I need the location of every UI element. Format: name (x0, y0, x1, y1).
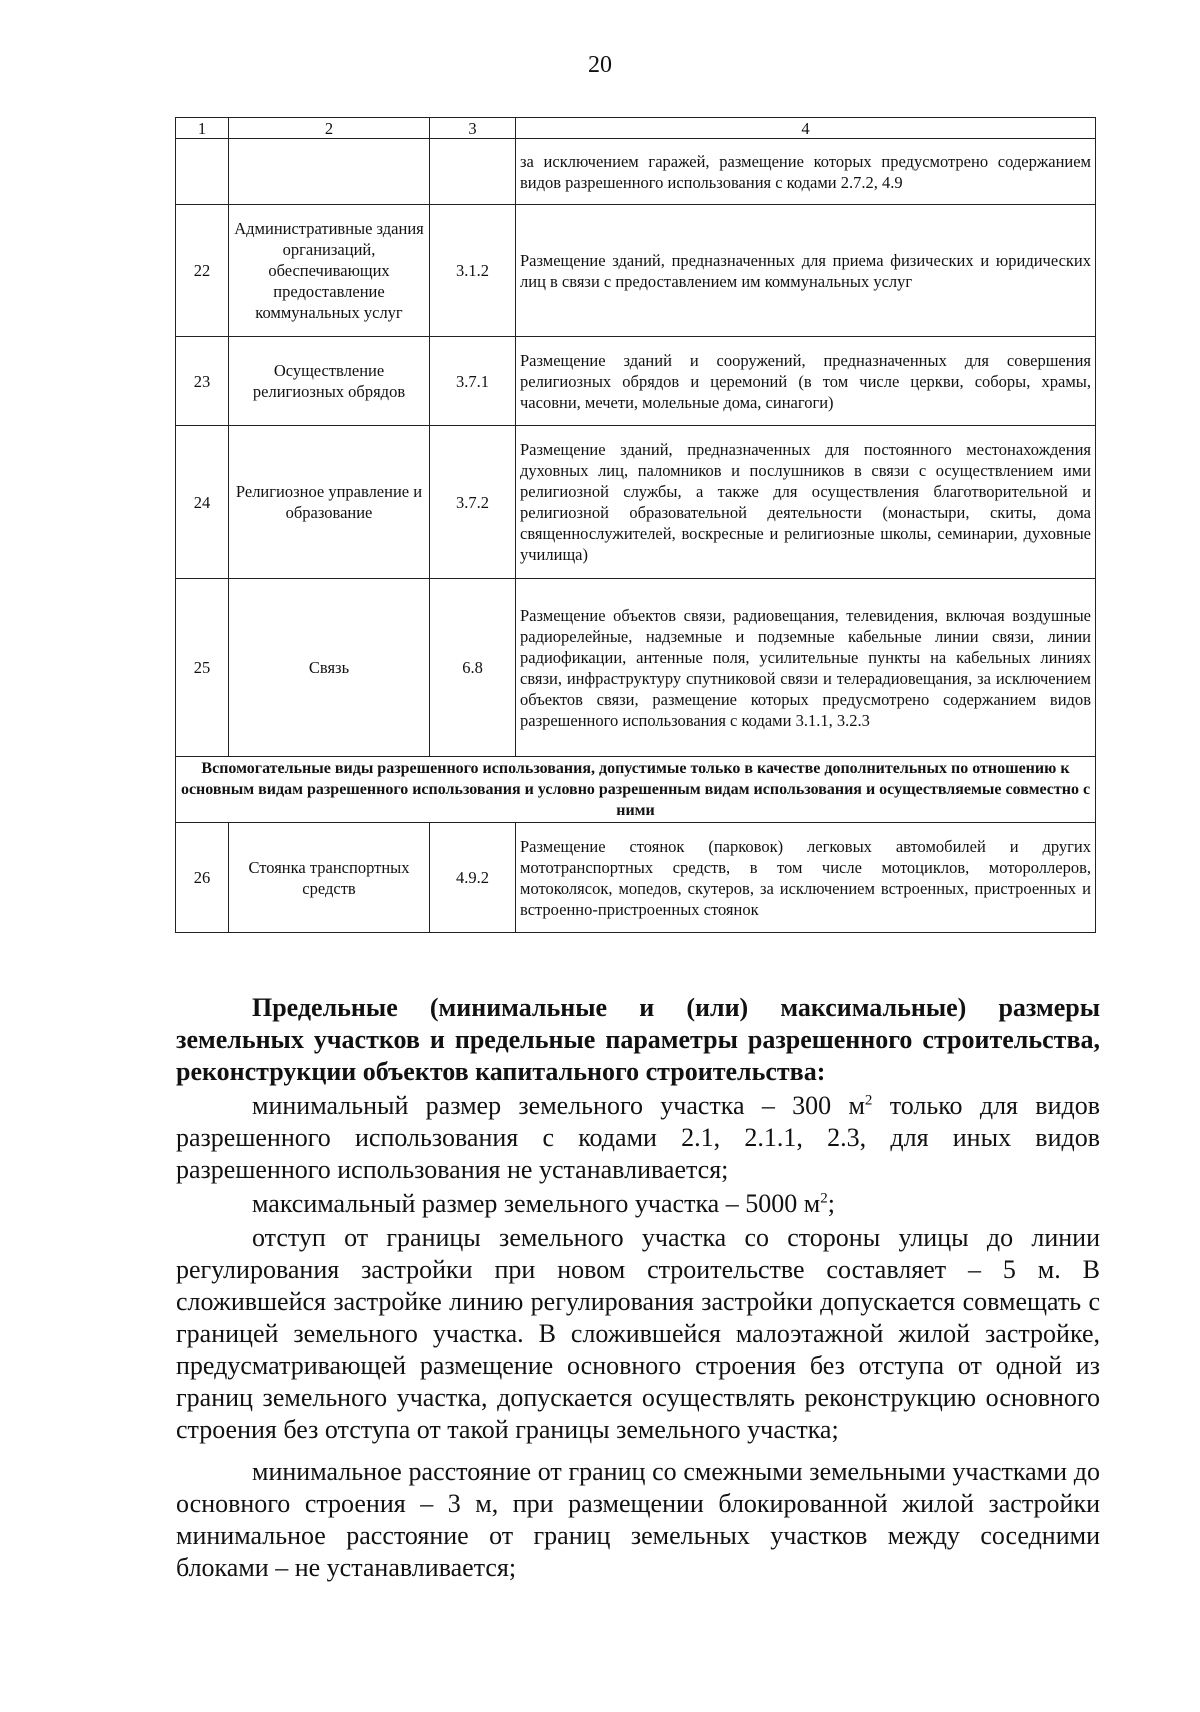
use-description: Размещение объектов связи, радиовещания, телевидения, включая воздушные радиорелейные, надземные и подземные кабельные линии связи, линии радиофикации, антенные поля, усилительные пункты на кабельных линиях связи, инфраструктуру спутниковой связи и телерадиовещания, за исключением объектов связи, размещение которых предусмотрено содержанием видов разрешенного использования с кодами 3.1.1, 3.2.3 (516, 579, 1096, 757)
superscript: 2 (864, 1092, 873, 1109)
table-row (176, 205, 1096, 337)
paragraph-text: ; (827, 1189, 835, 1218)
min-distance-paragraph: минимальное расстояние от границ со смежными земельными участками до основного строения – 3 м, при размещении блокированной жилой застройки минимальное расстояние от границ земельных участков между соседними блоками – не устанавливается; (176, 1457, 1100, 1582)
table-row (176, 426, 1096, 579)
row-number: 26 (176, 823, 229, 933)
use-code: 4.9.2 (430, 823, 516, 933)
use-code: 3.7.1 (430, 337, 516, 426)
use-code: 3.7.2 (430, 426, 516, 579)
use-name (229, 139, 430, 205)
section-title: Вспомогательные виды разрешенного использования, допустимые только в качестве дополнительных по отношению к основным видам разрешенного использования и условно разрешенным видам использования и осуществляемые совместно с ними (176, 757, 1096, 823)
column-header: 2 (229, 118, 430, 139)
row-number (176, 139, 229, 205)
paragraph-text: минимальный размер земельного участка – 300 м (252, 1091, 865, 1120)
min-plot-size-paragraph (176, 1090, 1100, 1186)
table-row (176, 579, 1096, 757)
use-description: за исключением гаражей, размещение которых предусмотрено содержанием видов разрешенного использования с кодами 2.7.2, 4.9 (516, 139, 1096, 205)
column-header: 3 (430, 118, 516, 139)
row-number: 22 (176, 205, 229, 337)
column-header: 1 (176, 118, 229, 139)
use-description: Размещение зданий, предназначенных для приема физических и юридических лиц в связи с предоставлением им коммунальных услуг (516, 205, 1096, 337)
row-number: 24 (176, 426, 229, 579)
land-use-table (175, 117, 1096, 933)
row-number: 23 (176, 337, 229, 426)
use-code: 3.1.2 (430, 205, 516, 337)
use-description: Размещение зданий и сооружений, предназначенных для совершения религиозных обрядов и церемоний (в том числе церкви, соборы, храмы, часовни, мечети, молельные дома, синагоги) (516, 337, 1096, 426)
use-description: Размещение зданий, предназначенных для постоянного местонахождения духовных лиц, паломников и послушников в связи с осуществлением ими религиозной службы, а также для осуществления благотворительной и религиозной образовательной деятельности (монастыри, скиты, дома священнослужителей, воскресные и религиозные школы, семинарии, духовные училища) (516, 426, 1096, 579)
use-name: Осуществление религиозных обрядов (229, 337, 430, 426)
table-header-row (176, 118, 1096, 139)
table-row (176, 139, 1096, 205)
use-name: Связь (229, 579, 430, 757)
table-row (176, 337, 1096, 426)
page-number: 20 (588, 52, 612, 78)
parameters-heading: Предельные (минимальные и (или) максимальные) размеры земельных участков и предельные параметры разрешенного строительства, реконструкции объектов капитального строительства: (176, 993, 1100, 1086)
column-header: 4 (516, 118, 1096, 139)
paragraph-text: максимальный размер земельного участка – 5000 м (252, 1189, 821, 1218)
use-code (430, 139, 516, 205)
table-row (176, 823, 1096, 933)
use-name: Религиозное управление и образование (229, 426, 430, 579)
use-code: 6.8 (430, 579, 516, 757)
superscript: 2 (820, 1190, 828, 1207)
street-setback-paragraph: отступ от границы земельного участка со стороны улицы до линии регулирования застройки при новом строительстве составляет – 5 м. В сложившейся застройке линию регулирования застройки допускается совмещать с границей земельного участка. В сложившейся малоэтажной жилой застройке, предусматривающей размещение основного строения без отступа от одной из границ земельного участка, допускается осуществлять реконструкцию основного строения без отступа от такой границы земельного участка; (176, 1223, 1100, 1444)
parameters-text (176, 992, 1100, 1584)
use-description: Размещение стоянок (парковок) легковых автомобилей и других мототранспортных средств, в том числе мотоциклов, мотороллеров, мотоколясок, мопедов, скутеров, за исключением встроенных, пристроенных и встроенно-пристроенных стоянок (516, 823, 1096, 933)
section-row (176, 757, 1096, 823)
paragraph-text: только для видов разрешенного использования с кодами 2.1, 2.1.1, 2.3, для иных видов разрешенного использования не устанавливается; (176, 1091, 1100, 1184)
use-name: Стоянка транспортных средств (229, 823, 430, 933)
row-number: 25 (176, 579, 229, 757)
use-name: Административные здания организаций, обеспечивающих предоставление коммунальных услуг (229, 205, 430, 337)
max-plot-size-paragraph (176, 1188, 1100, 1220)
